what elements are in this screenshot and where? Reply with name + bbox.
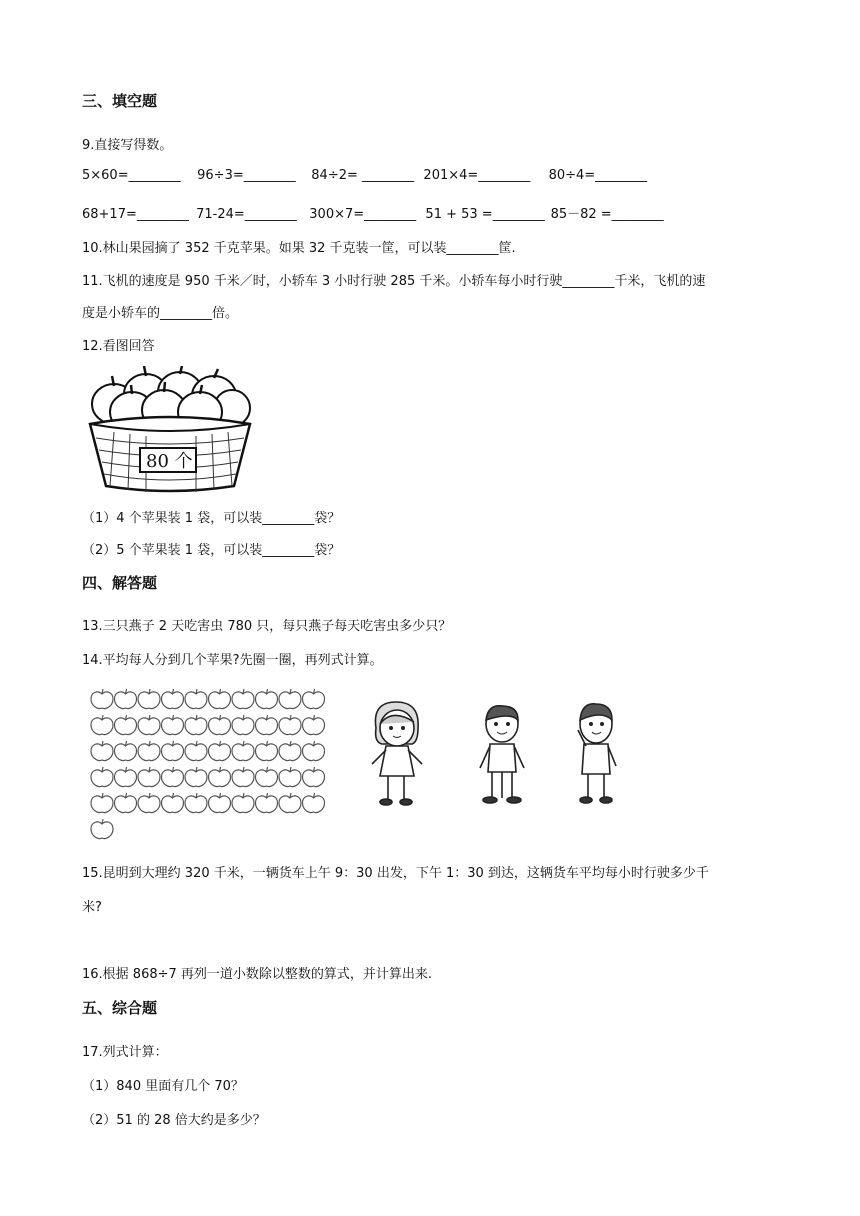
section-heading-solve: 四、解答题 bbox=[82, 574, 158, 592]
question-16: 16.根据 868÷7 再列一道小数除以整数的算式，并计算出来. bbox=[82, 967, 433, 982]
section-heading-fill-blank: 三、填空题 bbox=[82, 92, 158, 110]
calc-item: 80÷4=________ bbox=[548, 168, 648, 183]
apple-basket-image bbox=[84, 366, 256, 494]
calc-item: 68+17=________ bbox=[82, 207, 189, 222]
apple-icon bbox=[91, 689, 113, 709]
boy-small-figure-image bbox=[566, 700, 626, 808]
apple-icon bbox=[209, 689, 231, 709]
apple-icon bbox=[91, 767, 113, 787]
question-13: 13.三只燕子 2 天吃害虫 780 只，每只燕子每天吃害虫多少只？ bbox=[82, 619, 452, 634]
girl-figure-image bbox=[362, 698, 432, 810]
apple-icon bbox=[303, 715, 325, 735]
apple-icon bbox=[162, 689, 184, 709]
apple-icon bbox=[185, 715, 207, 735]
apple-icon bbox=[279, 741, 301, 761]
apple-icon bbox=[91, 819, 113, 839]
apple-icon bbox=[115, 767, 137, 787]
apple-icon bbox=[138, 741, 160, 761]
calc-item: 71-24=________ bbox=[196, 207, 297, 222]
calc-item: 51 + 53 =________ bbox=[425, 207, 545, 222]
question-15-line-2: 米? bbox=[82, 900, 102, 915]
apple-icon bbox=[209, 715, 231, 735]
question-12-title: 12.看图回答 bbox=[82, 339, 155, 354]
apple-icon bbox=[115, 689, 137, 709]
question-12-sub-2: （2）5 个苹果装 1 袋，可以装________袋？ bbox=[82, 543, 341, 558]
apple-icon bbox=[138, 689, 160, 709]
apple-icon bbox=[162, 793, 184, 813]
apple-icon bbox=[232, 741, 254, 761]
apple-icon bbox=[138, 793, 160, 813]
apple-icon bbox=[209, 793, 231, 813]
apple-icon bbox=[115, 741, 137, 761]
apple-icon bbox=[232, 767, 254, 787]
apple-icon bbox=[162, 741, 184, 761]
question-11-line-1: 11.飞机的速度是 950 千米／时，小轿车 3 小时行驶 285 千米。小轿车每小时行驶________千米，飞机的速 bbox=[82, 274, 706, 289]
apple-icon bbox=[138, 715, 160, 735]
apple-icon bbox=[256, 689, 278, 709]
boy-figure-image bbox=[470, 702, 534, 806]
question-15-line-1: 15.昆明到大理约 320 千米，一辆货车上午 9：30 出发，下午 1：30 到达，这辆货车平均每小时行驶多少千 bbox=[82, 866, 709, 881]
apple-icon bbox=[91, 715, 113, 735]
apple-icon bbox=[256, 767, 278, 787]
apple-icon bbox=[115, 793, 137, 813]
calc-item: 84÷2= ________ bbox=[311, 168, 415, 183]
calc-item: 5×60=________ bbox=[82, 168, 181, 183]
apple-icon bbox=[303, 689, 325, 709]
calc-item: 300×7=________ bbox=[309, 207, 417, 222]
calc-item: 85－82 =________ bbox=[550, 207, 664, 222]
apple-icon bbox=[185, 741, 207, 761]
question-12-sub-1: （1）4 个苹果装 1 袋，可以装________袋？ bbox=[82, 511, 341, 526]
apple-icon bbox=[209, 741, 231, 761]
apple-icon bbox=[138, 767, 160, 787]
basket-label: 80 个 bbox=[146, 451, 193, 472]
question-14: 14.平均每人分到几个苹果?先圈一圈，再列式计算。 bbox=[82, 653, 383, 668]
question-9-row-1 bbox=[82, 168, 647, 183]
question-17-sub-2: （2）51 的 28 倍大约是多少？ bbox=[82, 1113, 266, 1128]
apple-icon bbox=[232, 689, 254, 709]
question-11-line-2: 度是小轿车的________倍。 bbox=[82, 306, 239, 321]
apple-icon bbox=[91, 793, 113, 813]
apple-icon bbox=[232, 715, 254, 735]
apple-grid-image bbox=[90, 686, 330, 840]
apple-icon bbox=[303, 767, 325, 787]
apple-icon bbox=[232, 793, 254, 813]
section-heading-comprehensive: 五、综合题 bbox=[82, 999, 158, 1017]
apple-icon bbox=[279, 767, 301, 787]
apple-icon bbox=[115, 715, 137, 735]
apple-icon bbox=[209, 767, 231, 787]
apple-icon bbox=[303, 793, 325, 813]
question-17-title: 17.列式计算： bbox=[82, 1045, 168, 1060]
apple-icon bbox=[279, 793, 301, 813]
apple-icon bbox=[91, 741, 113, 761]
apple-icon bbox=[162, 767, 184, 787]
apple-icon bbox=[279, 689, 301, 709]
apple-icon bbox=[279, 715, 301, 735]
calc-item: 201×4=________ bbox=[423, 168, 531, 183]
apple-icon bbox=[185, 767, 207, 787]
question-9-row-2 bbox=[82, 203, 664, 222]
question-17-sub-1: （1）840 里面有几个 70？ bbox=[82, 1079, 244, 1094]
apple-icon bbox=[185, 689, 207, 709]
calc-item: 96÷3=________ bbox=[197, 168, 296, 183]
apple-icon bbox=[256, 715, 278, 735]
apple-icon bbox=[303, 741, 325, 761]
question-9-title: 9.直接写得数。 bbox=[82, 138, 173, 153]
apple-icon bbox=[256, 741, 278, 761]
apple-icon bbox=[185, 793, 207, 813]
apple-icon bbox=[256, 793, 278, 813]
apple-icon bbox=[162, 715, 184, 735]
question-10: 10.林山果园摘了 352 千克苹果。如果 32 千克装一筐，可以装________筐. bbox=[82, 241, 516, 256]
